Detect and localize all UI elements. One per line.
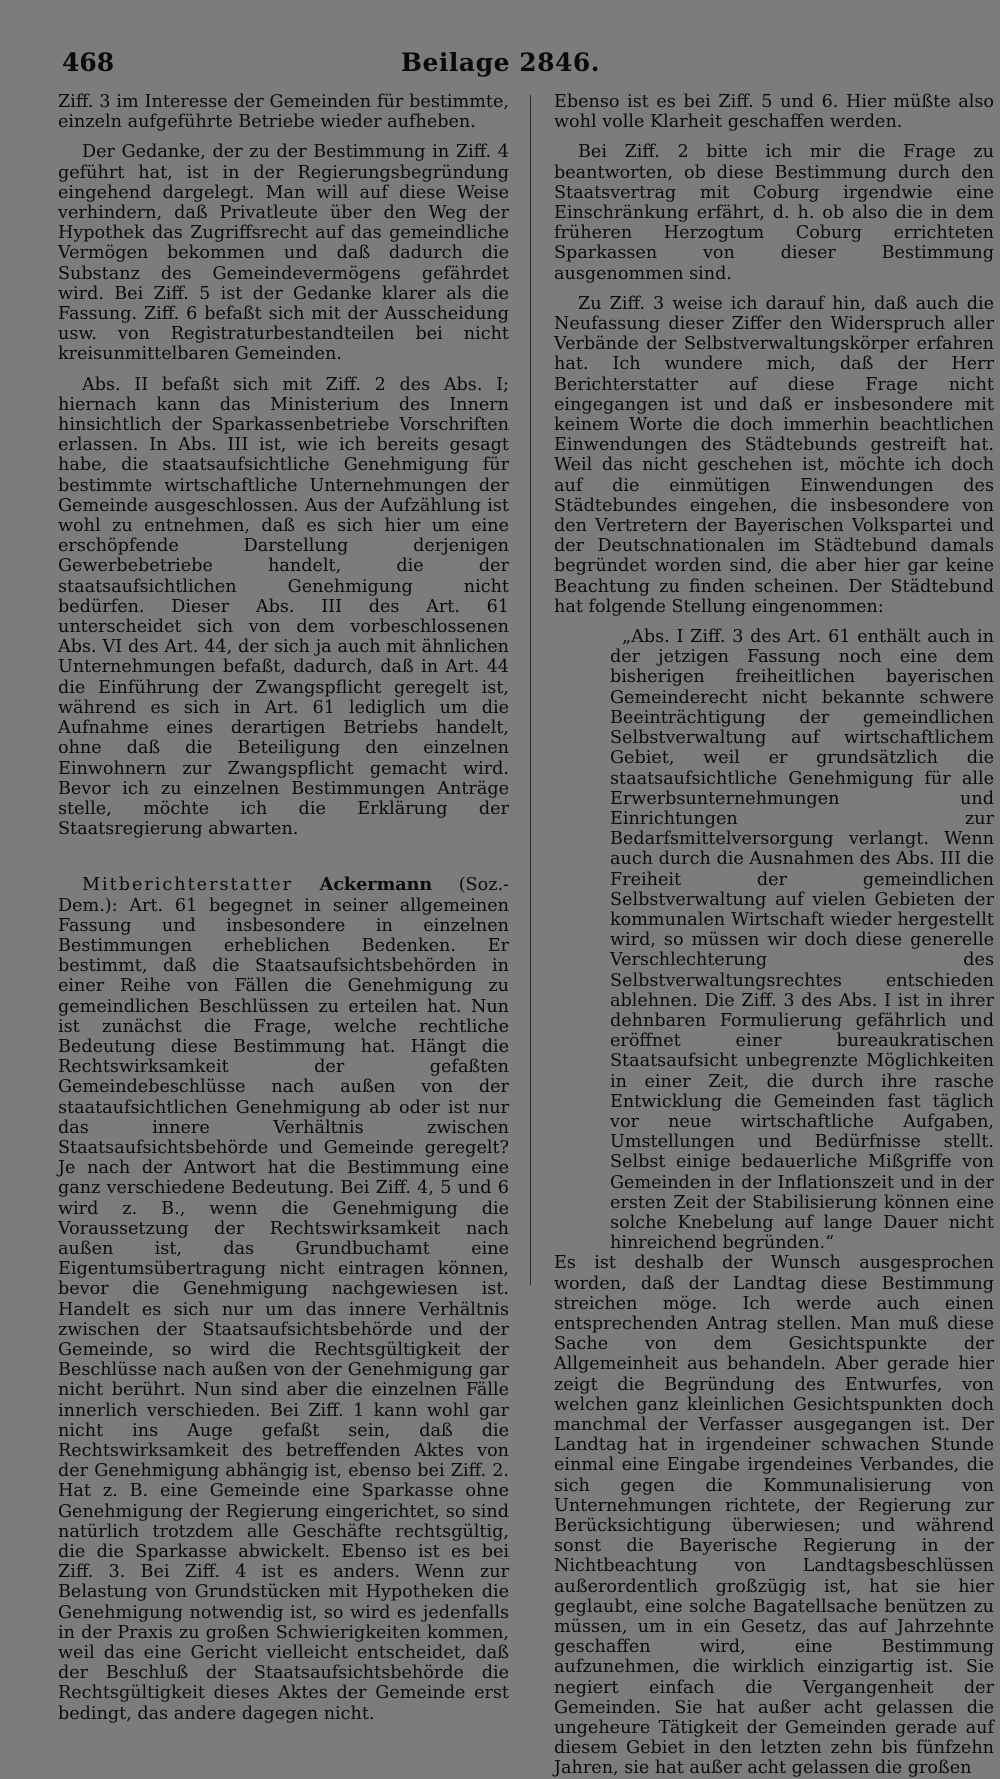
page-title: Beilage 2846. xyxy=(400,48,600,77)
paragraph: Ziff. 3 im Interesse der Gemeinden für bestimmte, einzeln aufgeführte Betriebe wieder aufheben. xyxy=(58,92,509,133)
paragraph: Zu Ziff. 3 weise ich darauf hin, daß auch die Neufassung dieser Ziffer den Widerspruch aller Verbände der Selbstverwaltungskörper erfahren hat. Ich wundere mich, daß der Herr Berichterstatter auf diese Frage nicht eingegangen ist und daß er insbesondere mit keinem Worte die doch immerhin beachtlichen Einwendungen des Städtebunds gestreift hat. Weil das nicht geschehen ist, möchte ich doch auf die einmütigen Einwendungen des Städtebundes eingehen, die insbesondere von den Vertretern der Bayerischen Volkspartei und der Deutschnationalen im Städtebund damals begründet worden sind, die aber hier gar keine Beachtung zu finden scheinen. Der Städtebund hat folgende Stellung eingenommen: xyxy=(554,293,994,617)
page-header xyxy=(62,48,600,88)
paragraph: Ebenso ist es bei Ziff. 5 und 6. Hier müßte also wohl volle Klarheit geschaffen werden. xyxy=(554,92,994,133)
speaker-role: Mitberichterstatter xyxy=(82,875,294,896)
column-divider xyxy=(530,95,531,1285)
right-column xyxy=(554,92,994,1779)
page-number: 468 xyxy=(62,48,115,77)
paragraph: Bei Ziff. 2 bitte ich mir die Frage zu beantworten, ob diese Bestimmung durch den Staatsvertrag mit Coburg irgendwie eine Einschränkung erfährt, d. h. ob also die in dem früheren Herzogtum Coburg errichteten Sparkassen von dieser Bestimmung ausgenommen sind. xyxy=(554,142,994,284)
paragraph: Der Gedanke, der zu der Bestimmung in Ziff. 4 geführt hat, ist in der Regierungsbegründung eingehend dargelegt. Man will auf diese Weise verhindern, daß Privatleute über den Weg der Hypothek das Zugriffsrecht auf das gemeindliche Vermögen bekommen und daß dadurch die Substanz des Gemeindevermögens gefährdet wird. Bei Ziff. 5 ist der Gedanke klarer als die Fassung. Ziff. 6 befaßt sich mit der Ausscheidung usw. von Registraturbestandteilen bei nicht kreisunmittelbaren Gemeinden. xyxy=(58,142,509,365)
paragraph: Es ist deshalb der Wunsch ausgesprochen worden, daß der Landtag diese Bestimmung streichen möge. Ich werde auch einen entsprechenden Antrag stellen. Man muß diese Sache von dem Gesichtspunkte der Allgemeinheit aus behandeln. Aber gerade hier zeigt die Begründung des Entwurfes, von welchen ganz kleinlichen Gesichtspunkten doch manchmal der Verfasser ausgegangen ist. Der Landtag hat in irgendeiner schwachen Stunde einmal eine Eingabe irgendeines Verbandes, die sich gegen die Kommunalisierung von Unternehmungen richtete, der Regierung zur Berücksichtigung überwiesen; und während sonst die Bayerische Regierung in der Nichtbeachtung von Landtagsbeschlüssen außerordentlich großzügig ist, hat sie hier geglaubt, eine solche Bagatellsache benützen zu müssen, um in ein Gesetz, das auf Jahrzehnte geschaffen wird, eine Bestimmung aufzunehmen, die wirklich einzigartig ist. Sie negiert einfach die Vergangenheit der Gemeinden. Sie hat außer acht gelassen die ungeheure Tätigkeit der Gemeinden gerade auf diesem Gebiet in den letzten zehn bis fünfzehn Jahren, sie hat außer acht gelassen die großen xyxy=(554,1253,994,1779)
paragraph: Abs. II befaßt sich mit Ziff. 2 des Abs. I; hiernach kann das Ministerium des Innern hinsichtlich der Sparkassenbetriebe Vorschriften erlassen. In Abs. III ist, wie ich bereits gesagt habe, die staatsaufsichtliche Genehmigung für bestimmte wirtschaftliche Unternehmungen der Gemeinde ausgeschlossen. Aus der Aufzählung ist wohl zu entnehmen, daß es sich hier um eine erschöpfende Darstellung derjenigen Gewerbebetriebe handelt, die der staatsaufsichtlichen Genehmigung nicht bedürfen. Dieser Abs. III des Art. 61 unterscheidet sich von dem vorbeschlossenen Abs. VI des Art. 44, der sich ja auch mit ähnlichen Unternehmungen befaßt, dadurch, daß in Art. 44 die Einführung der Zwangspflicht geregelt ist, während es sich in Art. 61 lediglich um die Aufnahme eines derartigen Betriebs handelt, ohne daß die Beteiligung den einzelnen Einwohnern zur Zwangspflicht gemacht wird. Bevor ich zu einzelnen Bestimmungen Anträge stelle, möchte ich die Erklärung der Staatsregierung abwarten. xyxy=(58,374,509,840)
paragraph: Art. 61 begegnet in seiner allgemeinen Fassung und insbesondere in einzelnen Bestimmungen erheblichen Bedenken. Er bestimmt, daß die Staatsaufsichtsbehörden in einer Reihe von Fällen die Genehmigung zu gemeindlichen Beschlüssen zu erteilen hat. Nun ist zunächst die Frage, welche rechtliche Bedeutung diese Bestimmung hat. Hängt die Rechtswirksamkeit der gefaßten Gemeindebeschlüsse nach außen von der staataufsichtlichen Genehmigung ab oder ist nur das innere Verhältnis zwischen Staatsaufsichtsbehörde und Gemeinde geregelt? Je nach der Antwort hat die Bestimmung eine ganz verschiedene Bedeutung. Bei Ziff. 4, 5 und 6 wird z. B., wenn die Genehmigung die Voraussetzung der Rechtswirksamkeit nach außen ist, das Grundbuchamt eine Eigentumsübertragung nicht eintragen können, bevor die Genehmigung nachgewiesen ist. Handelt es sich nur um das innere Verhältnis zwischen der Staatsaufsichtsbehörde und der Gemeinde, so wird die Rechtsgültigkeit der Beschlüsse nach außen von der Genehmigung gar nicht berührt. Nun sind aber die einzelnen Fälle innerlich verschieden. Bei Ziff. 1 kann wohl gar nicht ins Auge gefaßt sein, daß die Rechtswirksamkeit des betreffenden Aktes von der Genehmigung abhängig ist, ebenso bei Ziff. 2. Hat z. B. eine Gemeinde eine Sparkasse ohne Genehmigung der Regierung eingerichtet, so sind natürlich trotzdem alle Geschäfte rechtsgültig, die die Sparkasse abwickelt. Ebenso ist es bei Ziff. 3. Bei Ziff. 4 ist es anders. Wenn zur Belastung von Grundstücken mit Hypotheken die Genehmigung notwendig ist, so wird es jedenfalls in der Praxis zu großen Schwierigkeiten kommen, weil das eine Gericht vielleicht entscheidet, daß der Beschluß der Staatsaufsichtsbehörde die Rechtsgültigkeit dieses Aktes der Gemeinde erst bedingt, das andere dagegen nicht. xyxy=(58,895,510,1724)
speaker-name: Ackermann xyxy=(319,874,433,896)
left-column xyxy=(58,92,509,1724)
speaker-paragraph xyxy=(58,875,509,1724)
block-quote: „Abs. I Ziff. 3 des Art. 61 enthält auch in der jetzigen Fassung noch eine dem bisherigen freiheitlichen bayerischen Gemeinderecht nicht bekannte schwere Beeinträchtigung der gemeindlichen Selbstverwaltung auf wirtschaftlichem Gebiet, weil er grundsätzlich die staatsaufsichtliche Genehmigung für alle Erwerbsunternehmungen und Einrichtungen zur Bedarfsmittelversorgung verlangt. Wenn auch durch die Ausnahmen des Abs. III die Freiheit der gemeindlichen Selbstverwaltung auf vielen Gebieten der kommunalen Wirtschaft wieder hergestellt wird, so müssen wir doch diese generelle Verschlechterung des Selbstverwaltungsrechtes entschieden ablehnen. Die Ziff. 3 des Abs. I ist in ihrer dehnbaren Formulierung gefährlich und eröffnet einer bureaukratischen Staatsaufsicht unbegrenzte Möglichkeiten in einer Zeit, die durch ihre rasche Entwicklung die Gemeinden fast täglich vor neue wirtschaftliche Aufgaben, Umstellungen und Bedürfnisse stellt. Selbst einige bedauerliche Mißgriffe von Gemeinden in der Inflationszeit und in der ersten Zeit der Stabilisierung können eine solche Knebelung auf lange Dauer nicht hinreichend begründen.“ xyxy=(610,627,994,1254)
speaker-party: (Soz.-Dem.): xyxy=(58,875,510,916)
